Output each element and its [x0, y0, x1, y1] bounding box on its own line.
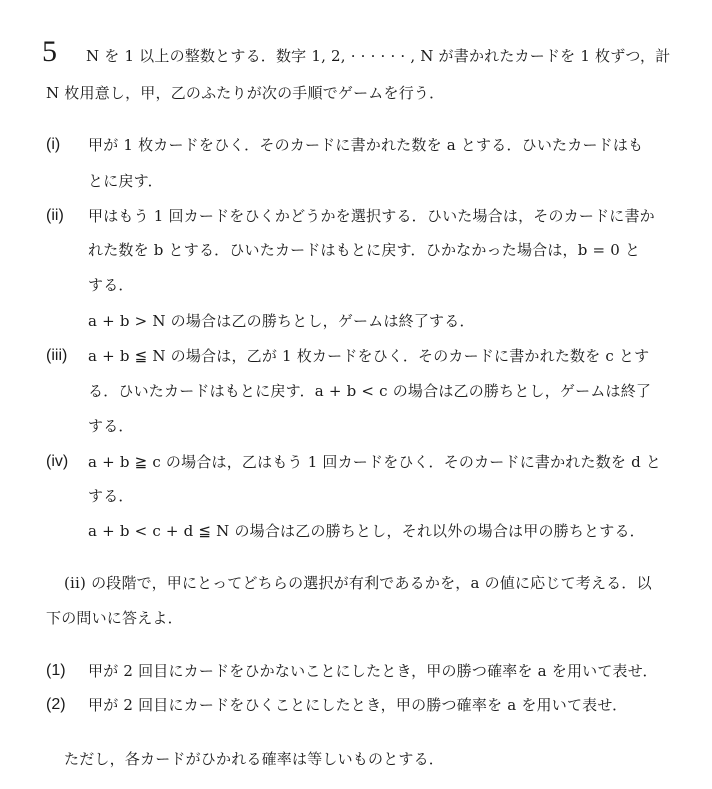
step-ii-marker: (ii) — [46, 207, 64, 224]
step-iii-line-3: する． — [88, 417, 134, 435]
step-iv-marker: (iv) — [46, 453, 69, 470]
question-2-text: 甲が 2 回目にカードをひくことにしたとき，甲の勝つ確率を a を用いて表せ． — [88, 696, 628, 714]
step-iv-line-2: する． — [88, 487, 134, 505]
step-iii-line-1: a + b ≦ N の場合は，乙が 1 枚カードをひく．そのカードに書かれた数を c とす — [88, 347, 650, 365]
step-ii-line-2: れた数を b とする．ひいたカードはもとに戻す．ひかなかった場合は，b = 0 と — [88, 241, 641, 259]
step-iii-line-2: る．ひいたカードはもとに戻す．a + b < c の場合は乙の勝ちとし，ゲームは終了 — [88, 382, 652, 400]
step-iv-line-1: a + b ≧ c の場合は，乙はもう 1 回カードをひく．そのカードに書かれた数を d と — [88, 453, 662, 471]
step-i-line-1: 甲が 1 枚カードをひく．そのカードに書かれた数を a とする．ひいたカードはも — [88, 136, 644, 154]
question-1-text: 甲が 2 回目にカードをひかないことにしたとき，甲の勝つ確率を a を用いて表せ． — [88, 662, 658, 680]
step-ii-line-1: 甲はもう 1 回カードをひくかどうかを選択する．ひいた場合は，そのカードに書か — [88, 207, 655, 225]
step-i-line-2: とに戻す． — [88, 172, 163, 190]
step-ii-line-3: する． — [88, 276, 134, 294]
intro-line-1: N を 1 以上の整数とする．数字 1, 2, · · · · · · , N が書かれたカードを 1 枚ずつ，計 — [86, 47, 671, 65]
step-iv-line-3: a + b < c + d ≦ N の場合は乙の勝ちとし，それ以外の場合は甲の勝ちとする． — [88, 522, 645, 540]
step-ii-line-4: a + b > N の場合は乙の勝ちとし，ゲームは終了する． — [88, 312, 475, 330]
problem-number: 5 — [42, 35, 57, 68]
step-iii-marker: (iii) — [46, 347, 68, 364]
instruction-line-2: 下の問いに答えよ． — [46, 609, 183, 627]
question-1-marker: (1) — [46, 662, 66, 679]
instruction-line-1: (ii) の段階で，甲にとってどちらの選択が有利であるかを，a の値に応じて考える．以 — [64, 574, 652, 592]
note: ただし，各カードがひかれる確率は等しいものとする． — [64, 750, 445, 768]
question-2-marker: (2) — [46, 696, 66, 713]
intro-line-2: N 枚用意し，甲，乙のふたりが次の手順でゲームを行う． — [46, 84, 445, 102]
step-i-marker: (i) — [46, 136, 61, 153]
